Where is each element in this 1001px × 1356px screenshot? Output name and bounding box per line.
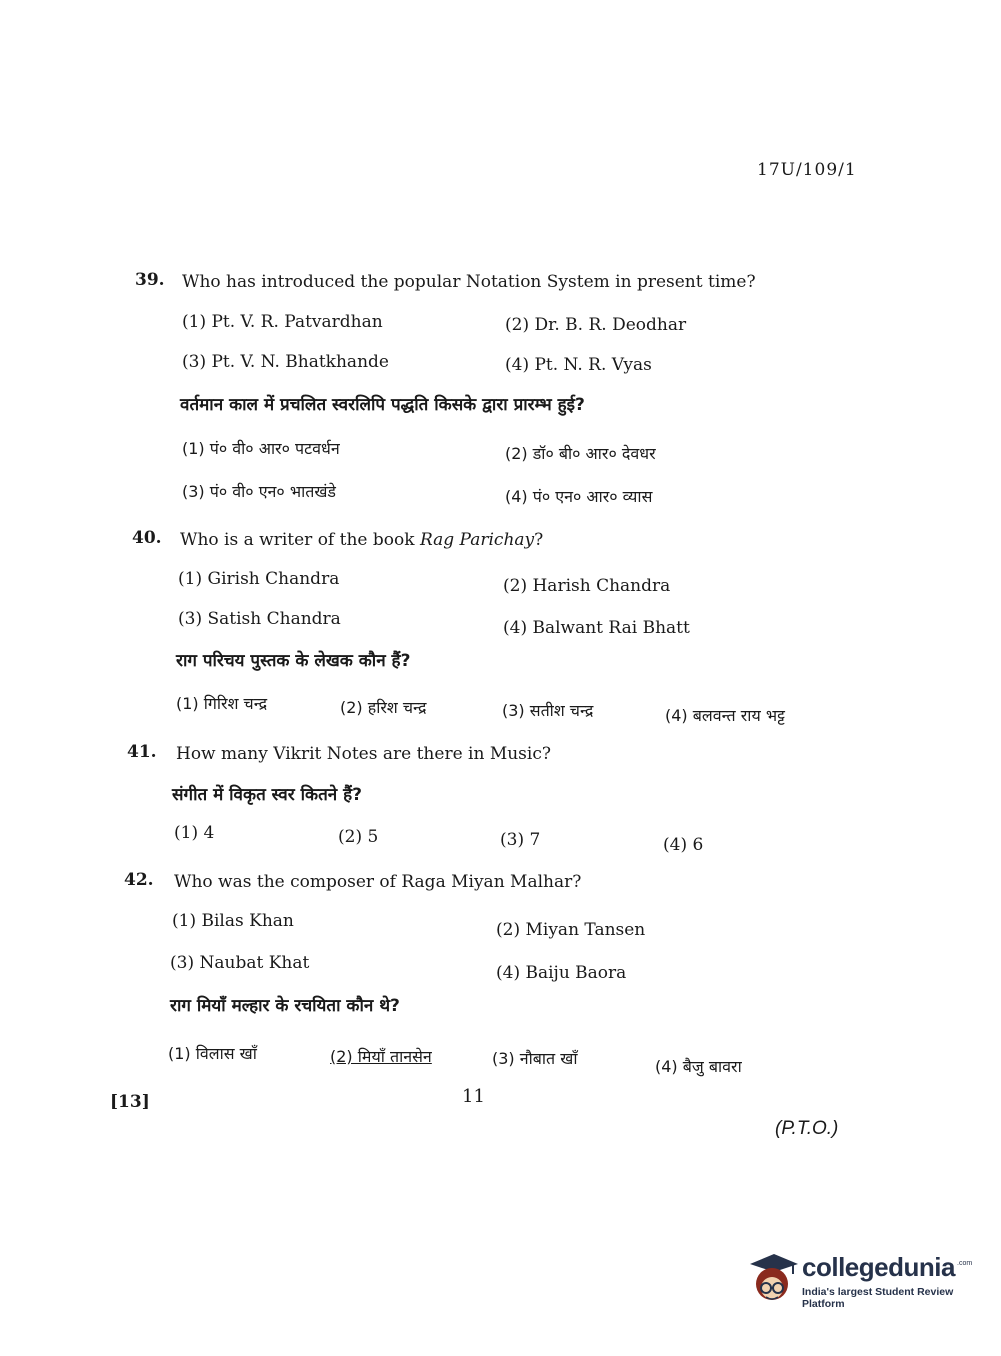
question-number: 40.	[132, 528, 162, 548]
question-number: 41.	[127, 742, 157, 762]
option-3-en: (3) Pt. V. N. Bhatkhande	[182, 352, 389, 372]
please-turn-over: (P.T.O.)	[775, 1118, 839, 1139]
page-number: 11	[462, 1086, 485, 1107]
option-1-hi: (1) विलास खाँ	[168, 1044, 257, 1063]
logo-tagline: India's largest Student Review Platform	[802, 1286, 954, 1310]
option-2: (2) 5	[338, 827, 379, 847]
book-title: Rag Parichay	[419, 530, 535, 550]
option-2-en: (2) Miyan Tansen	[496, 920, 646, 940]
option-1-hi: (1) गिरिश चन्द्र	[176, 694, 268, 713]
question-text-hi: संगीत में विकृत स्वर कितने हैं?	[172, 785, 363, 805]
option-4-en: (4) Balwant Rai Bhatt	[503, 618, 690, 638]
option-4: (4) 6	[663, 835, 704, 855]
option-4-hi: (4) बैजु बावरा	[655, 1057, 742, 1076]
question-number: 39.	[135, 270, 165, 290]
question-text-en: Who has introduced the popular Notation System in present time?	[182, 272, 756, 292]
option-4-en: (4) Baiju Baora	[496, 963, 627, 983]
question-number: 42.	[124, 870, 154, 890]
option-3-hi: (3) पं० वी० एन० भातखंडे	[182, 482, 336, 501]
collegedunia-logo	[744, 1250, 973, 1310]
option-2-en: (2) Dr. B. R. Deodhar	[505, 315, 687, 335]
option-2-hi: (2) डॉ० बी० आर० देवधर	[505, 444, 656, 463]
booklet-marker: [13]	[110, 1092, 150, 1112]
question-text-en: How many Vikrit Notes are there in Music?	[176, 744, 551, 764]
logo-suffix: .com	[957, 1260, 973, 1267]
option-1-hi: (1) पं० वी० आर० पटवर्धन	[182, 439, 340, 458]
option-3-hi: (3) नौबात खाँ	[492, 1049, 578, 1068]
option-2-hi: (2) हरिश चन्द्र	[340, 698, 427, 717]
option-2-en: (2) Harish Chandra	[503, 576, 671, 596]
option-3-hi: (3) सतीश चन्द्र	[502, 701, 594, 720]
option-4-hi: (4) बलवन्त राय भट्ट	[665, 706, 785, 725]
question-text-hi: राग परिचय पुस्तक के लेखक कौन हैं?	[176, 651, 411, 671]
logo-name: collegedunia	[802, 1252, 955, 1282]
option-3-en: (3) Naubat Khat	[170, 953, 310, 973]
option-1-en: (1) Pt. V. R. Patvardhan	[182, 312, 383, 332]
question-text-en: Who was the composer of Raga Miyan Malhar?	[174, 872, 582, 892]
question-text-hi: राग मियाँ मल्हार के रचयिता कौन थे?	[170, 996, 400, 1016]
option-4-en: (4) Pt. N. R. Vyas	[505, 355, 652, 375]
option-1: (1) 4	[174, 823, 215, 843]
question-text-pre: Who is a writer of the book	[180, 530, 415, 550]
question-mark: ?	[534, 530, 544, 550]
mascot-icon	[744, 1250, 800, 1310]
option-3-en: (3) Satish Chandra	[178, 609, 341, 629]
option-3: (3) 7	[500, 830, 541, 850]
option-1-en: (1) Girish Chandra	[178, 569, 340, 589]
option-4-hi: (4) पं० एन० आर० व्यास	[505, 487, 653, 506]
option-1-en: (1) Bilas Khan	[172, 911, 294, 931]
question-text-hi: वर्तमान काल में प्रचलित स्वरलिपि पद्धति किसके द्वारा प्रारम्भ हुई?	[180, 395, 585, 415]
option-2-hi: (2) मियाँ तानसेन	[330, 1047, 432, 1066]
paper-code: 17U/109/1	[757, 160, 857, 180]
question-text-en	[180, 530, 543, 550]
